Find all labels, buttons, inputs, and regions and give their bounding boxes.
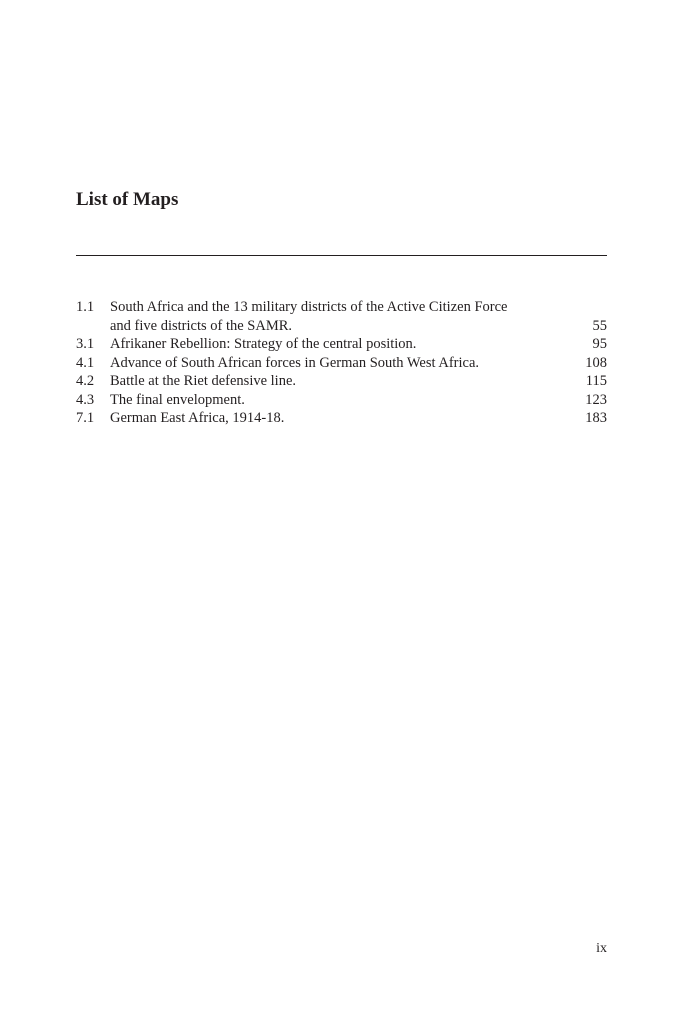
map-entry: [76, 354, 607, 373]
map-page-number: 108: [585, 354, 607, 371]
list-of-maps: [76, 298, 607, 428]
map-number: 4.2: [76, 373, 95, 389]
map-page-number: 123: [585, 391, 607, 408]
map-number: 3.1: [76, 336, 95, 352]
map-title-line: and five districts of the SAMR.: [110, 317, 293, 334]
title-rule: [76, 255, 607, 256]
map-entry: [76, 335, 607, 354]
map-entry: [76, 298, 607, 335]
map-title: [110, 298, 577, 335]
page-title: List of Maps: [76, 189, 179, 210]
map-title: The final envelopment.: [110, 391, 245, 408]
map-number: 4.3: [76, 391, 95, 408]
map-page-number: 115: [585, 373, 607, 389]
map-entry: [76, 391, 607, 410]
map-page-number: 55: [592, 317, 607, 334]
map-number: 7.1: [76, 410, 95, 426]
map-entry: [76, 409, 607, 428]
map-entry: [76, 372, 607, 391]
page-folio: ix: [596, 941, 607, 956]
map-page-number: 183: [585, 410, 607, 426]
map-number: 4.1: [76, 354, 95, 371]
map-number: 1.1: [76, 299, 95, 315]
map-title: Afrikaner Rebellion: Strategy of the central position.: [110, 336, 417, 352]
map-title: Battle at the Riet defensive line.: [110, 373, 297, 389]
map-page-number: 95: [592, 336, 607, 352]
map-title: German East Africa, 1914-18.: [110, 410, 285, 426]
map-title-line: South Africa and the 13 military districts of the Active Citizen Force: [110, 299, 508, 315]
map-title: Advance of South African forces in German South West Africa.: [110, 354, 480, 371]
